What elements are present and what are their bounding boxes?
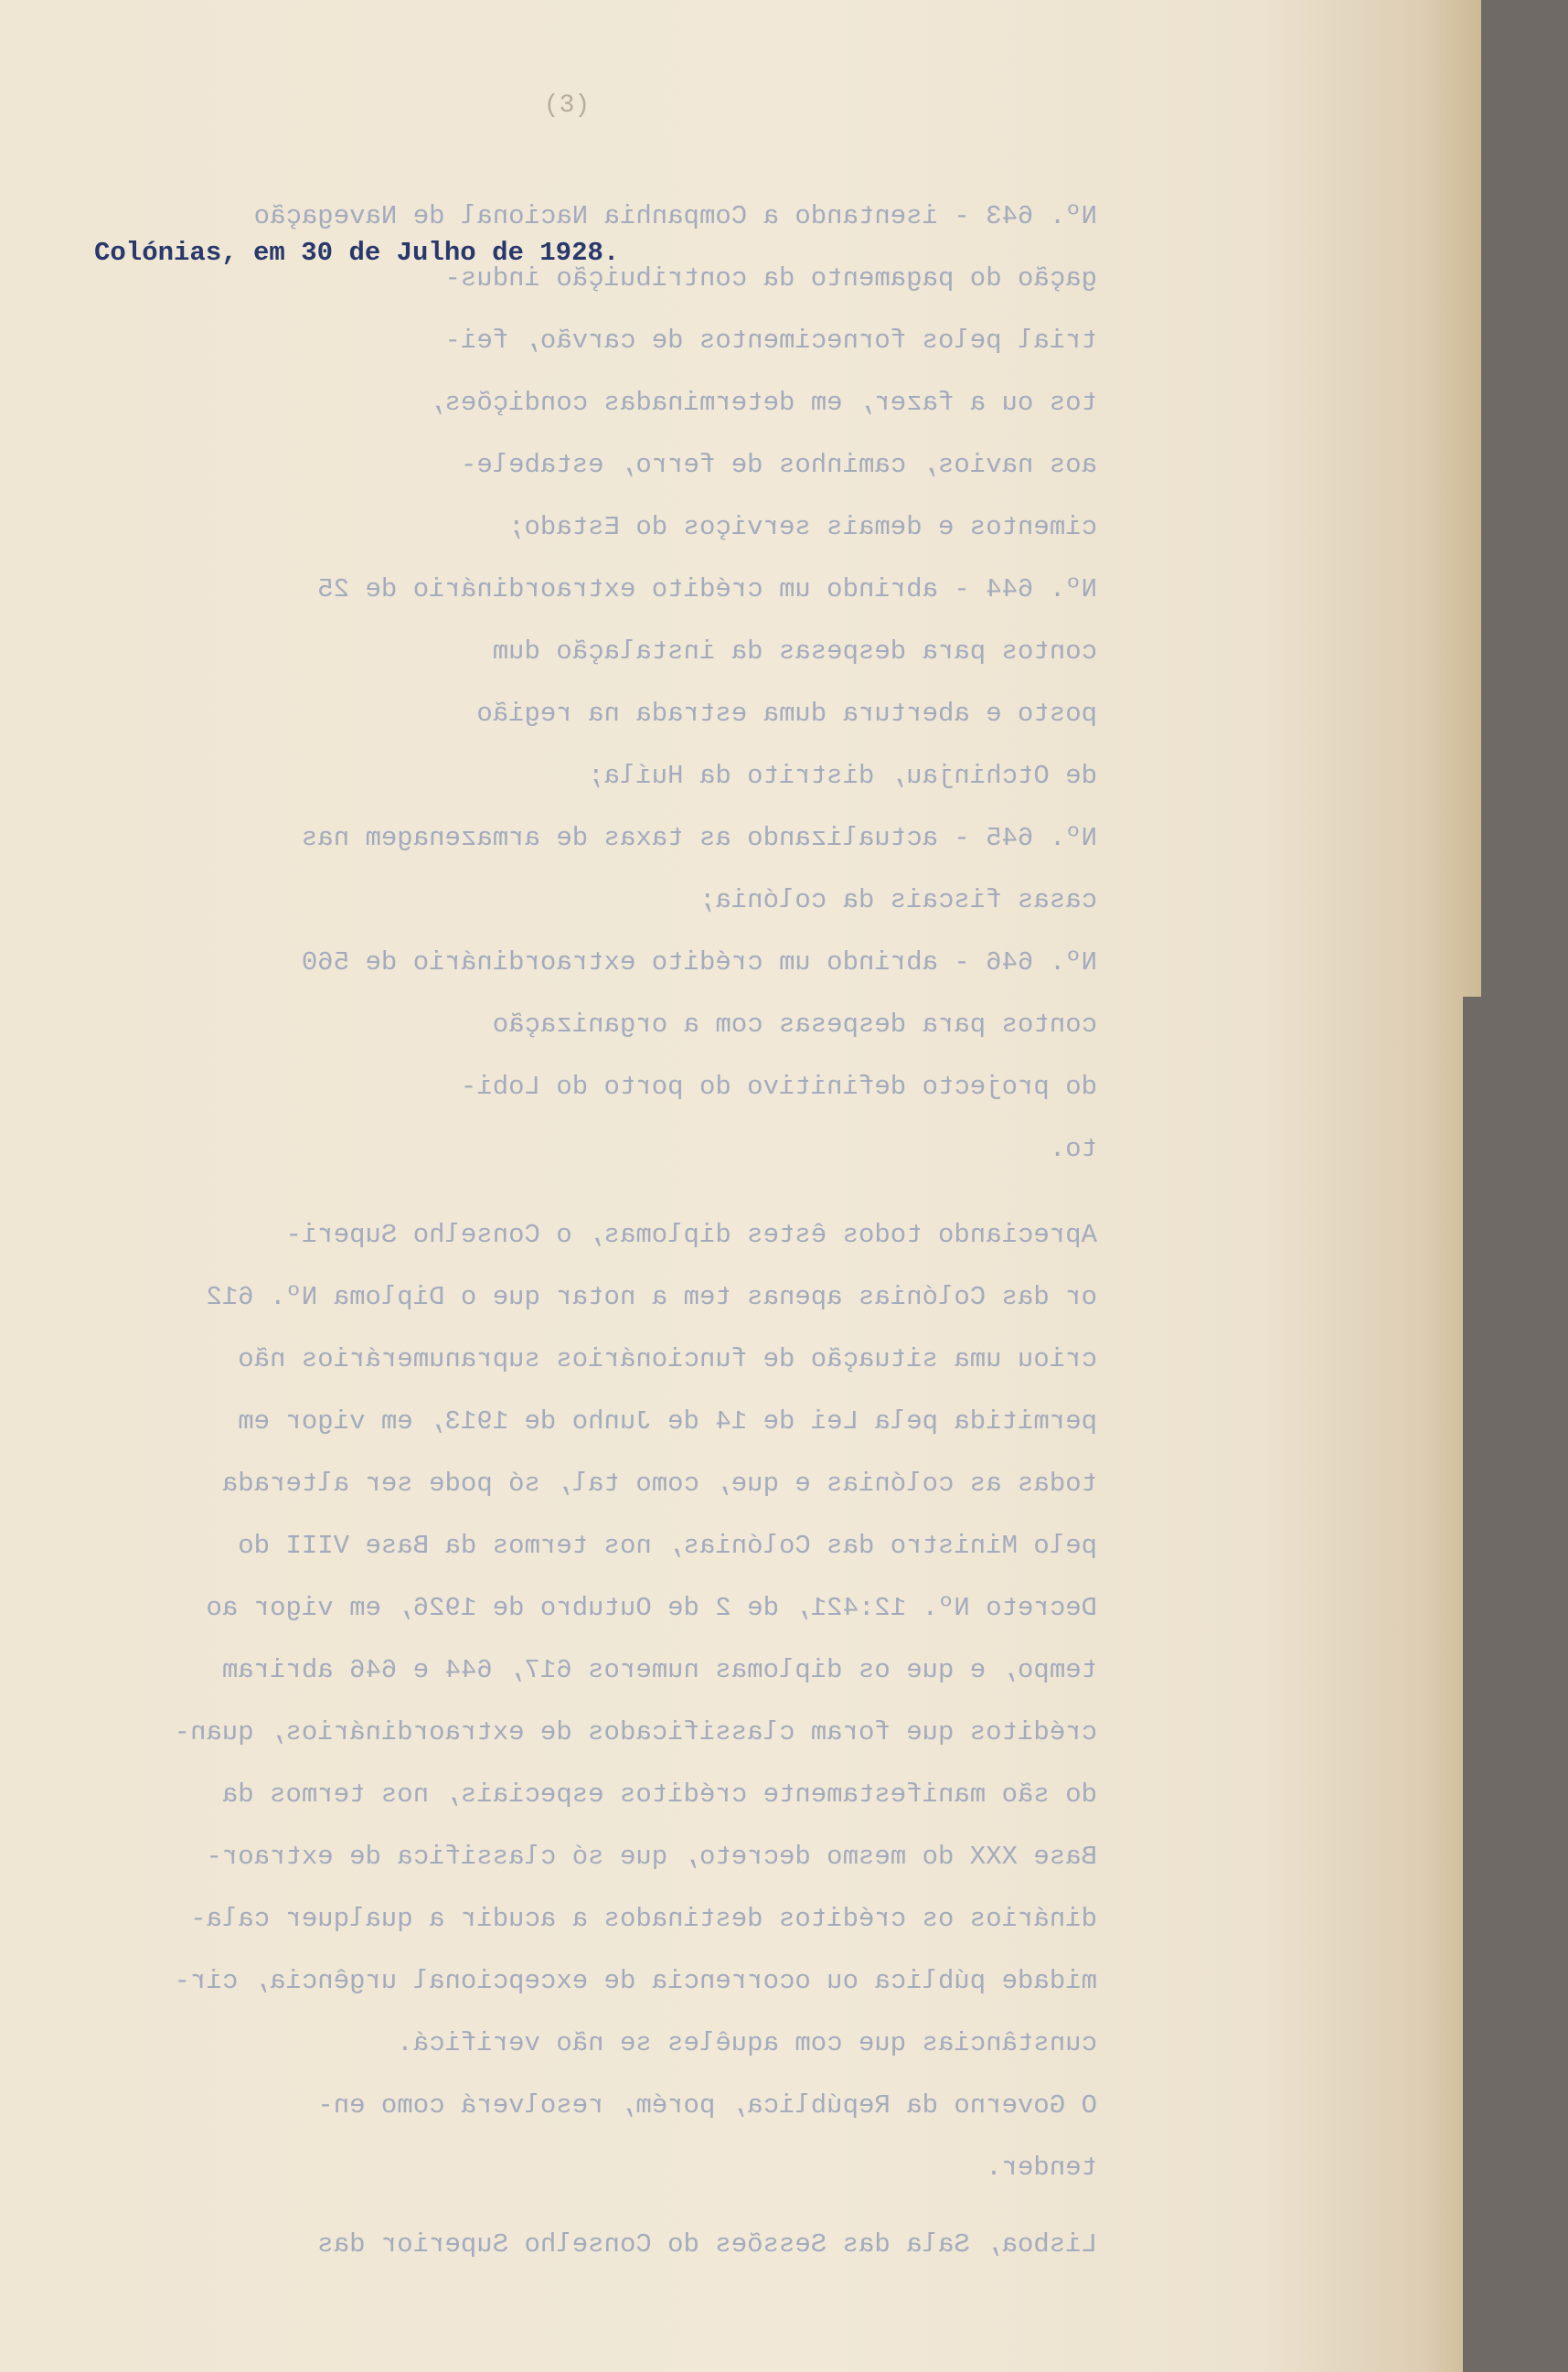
torn-edge: [1463, 997, 1568, 2372]
bleed-through-line: Base XXX do mesmo decreto, que só classifica de extraor-: [206, 1843, 1097, 1870]
bleed-through-line: O Governo da República, porém, resolverá como en-: [317, 2092, 1097, 2119]
bleed-through-line: créditos que foram classificados de extraordinários, quan-: [174, 1719, 1097, 1746]
bleed-through-line: do projecto definitivo do porto do Lobi-: [460, 1074, 1097, 1100]
bleed-through-line: trial pelos fornecimentos de carvão, fei-: [444, 327, 1097, 354]
bleed-through-line: contos para despesas da instalação dum: [492, 638, 1097, 665]
bleed-through-line: cunstâncias que com aquêles se não verificá.: [397, 2030, 1097, 2057]
bleed-through-line: Nº. 645 - actualizando as taxas de armazenagem nas: [301, 825, 1097, 851]
bleed-through-line: cimentos e demais serviços do Estado;: [508, 514, 1097, 540]
bleed-through-line: Nº. 644 - abrindo um crédito extraordinário de 25: [317, 576, 1097, 603]
bleed-through-line: de Otchinjau, distrito da Huíla;: [588, 763, 1097, 789]
bleed-through-line: contos para despesas com a organização: [492, 1011, 1097, 1038]
bleed-through-line: casas fiscais da colónia;: [699, 887, 1097, 914]
bleed-through-line: permitida pela Lei de 14 de Junho de 1913, em vigor em: [238, 1408, 1097, 1435]
bleed-through-line: Apreciando todos êstes diplomas, o Conselho Superi-: [285, 1222, 1097, 1248]
bleed-through-line: posto e abertura duma estrada na região: [476, 700, 1097, 727]
bleed-through-line: gação do pagamento da contribuição indus-: [444, 265, 1097, 292]
bleed-through-line: Decreto Nº. 12:421, de 2 de Outubro de 1926, em vigor ao: [206, 1595, 1097, 1621]
bleed-through-line: aos navios, caminhos de ferro, estabele-: [460, 452, 1097, 478]
bleed-through-line: criou uma situação de funcionários supranumerários não: [238, 1346, 1097, 1373]
dateline-text: Colónias, em 30 de Julho de 1928.: [94, 238, 620, 268]
bleed-through-line: Lisboa, Sala das Sessões do Conselho Superior das: [317, 2231, 1097, 2258]
page-number: (3): [543, 91, 591, 120]
bleed-through-line: tender.: [986, 2154, 1097, 2181]
bleed-through-line: Nº. 646 - abrindo um crédito extraordinário de 560: [301, 949, 1097, 976]
bleed-through-line: to.: [1049, 1136, 1097, 1162]
bleed-through-line: dinários os créditos destinados a acudir a qualquer cala-: [190, 1906, 1097, 1932]
bleed-through-line: do são manifestamente créditos especiais, nos termos da: [221, 1781, 1097, 1808]
bleed-through-line: or das Colónias apenas tem a notar que o Diploma Nº. 612: [206, 1284, 1097, 1310]
bleed-through-line: midade pública ou ocorrencia de excepcional urgência, cir-: [174, 1968, 1097, 1994]
bleed-through-line: todas as colónias e que, como tal, só pode ser alterada: [221, 1470, 1097, 1497]
bleed-through-line: tempo, e que os diplomas numeros 617, 644 e 646 abriram: [221, 1657, 1097, 1683]
bleed-through-line: tos ou a fazer, em determinadas condições,: [429, 390, 1097, 416]
bleed-through-line: pelo Ministro das Colónias, nos termos da Base VIII do: [238, 1533, 1097, 1559]
bleed-through-line: Nº. 643 - isentando a Companhia Nacional de Navegação: [253, 203, 1097, 230]
